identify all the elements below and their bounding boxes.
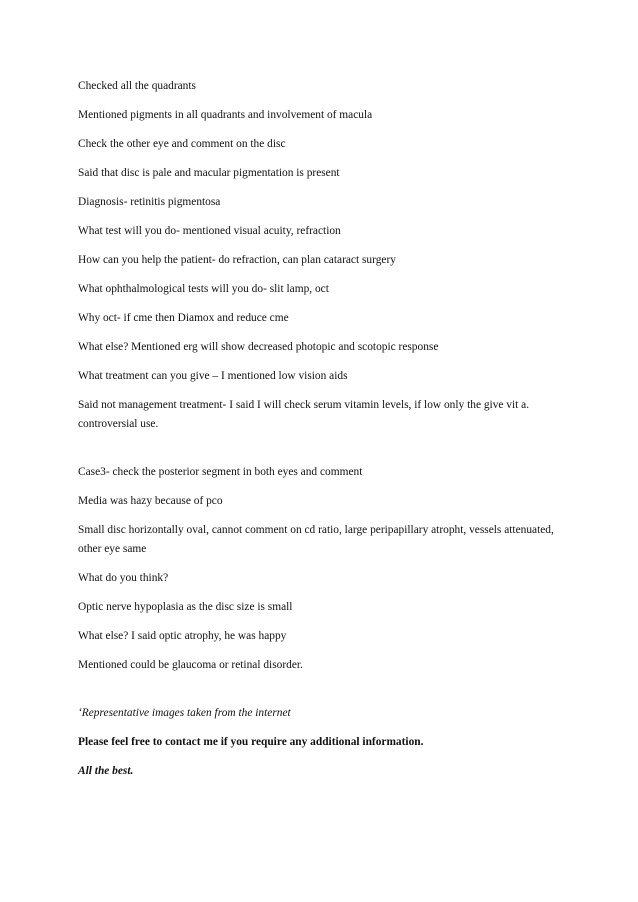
- section-case3: [78, 463, 558, 675]
- section-spacer: [78, 685, 558, 704]
- paragraph: Said that disc is pale and macular pigmentation is present: [78, 167, 340, 179]
- paragraph: How can you help the patient- do refraction, can plan cataract surgery: [78, 254, 396, 266]
- paragraph: Said not management treatment- I said I will check serum vitamin levels, if low only the give vit a. controversial use.: [78, 399, 530, 430]
- paragraph: What ophthalmological tests will you do- slit lamp, oct: [78, 283, 329, 295]
- paragraph: Diagnosis- retinitis pigmentosa: [78, 196, 221, 208]
- paragraph: Media was hazy because of pco: [78, 495, 223, 507]
- paragraph: What treatment can you give – I mentioned low vision aids: [78, 370, 348, 382]
- paragraph: Mentioned could be glaucoma or retinal disorder.: [78, 659, 303, 671]
- paragraph: Case3- check the posterior segment in both eyes and comment: [78, 466, 363, 478]
- paragraph: Checked all the quadrants: [78, 80, 196, 92]
- document-footer: [78, 704, 558, 781]
- paragraph: Mentioned pigments in all quadrants and involvement of macula: [78, 109, 373, 121]
- paragraph: What test will you do- mentioned visual acuity, refraction: [78, 225, 341, 237]
- contact-note: Please feel free to contact me if you require any additional information.: [78, 736, 424, 748]
- document-body: [78, 77, 558, 791]
- paragraph: What else? I said optic atrophy, he was happy: [78, 630, 287, 642]
- paragraph: Check the other eye and comment on the disc: [78, 138, 286, 150]
- images-note: ‘Representative images taken from the internet: [78, 707, 291, 719]
- section-retinitis-pigmentosa: [78, 77, 558, 434]
- closing-note: All the best.: [78, 765, 134, 777]
- paragraph: What do you think?: [78, 572, 169, 584]
- paragraph: Why oct- if cme then Diamox and reduce cme: [78, 312, 289, 324]
- paragraph: Optic nerve hypoplasia as the disc size is small: [78, 601, 293, 613]
- paragraph: Small disc horizontally oval, cannot comment on cd ratio, large peripapillary atropht, vessels attenuated, other eye same: [78, 524, 554, 555]
- section-spacer: [78, 444, 558, 463]
- paragraph: What else? Mentioned erg will show decreased photopic and scotopic response: [78, 341, 439, 353]
